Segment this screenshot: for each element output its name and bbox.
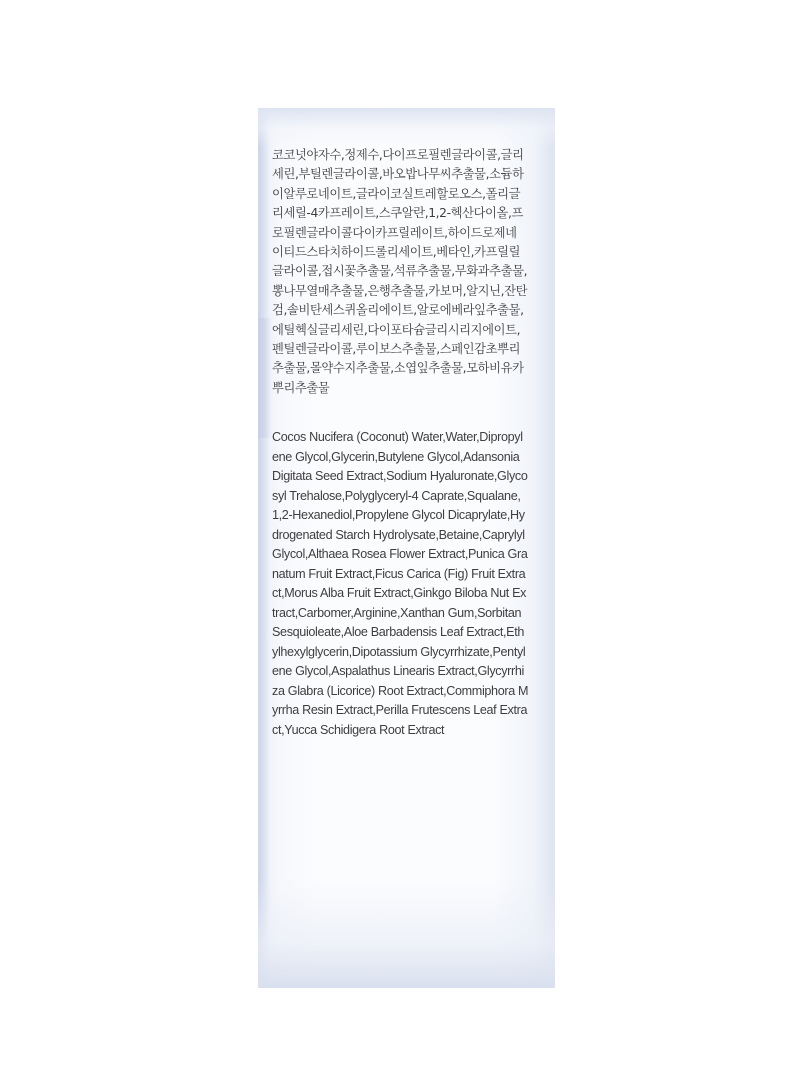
carton-bottom-shade	[258, 878, 555, 988]
ingredients-korean-text: 코코넛야자수,정제수,다이프로필렌글라이콜,글리세린,부틸렌글라이콜,바오밥나무씨추출물,소듐하이알루로네이트,글라이코실트레할로오스,폴리글리세릴-4카프레이트,스쿠알란,1,2-헥산다이올,프로필렌글라이콜다이카프릴레이트,하이드로제네이티드스타치하이드롤리세이트,베타인,카프릴릴글라이콜,접시꽃추출물,석류추출물,무화과추출물,뽕나무열매추출물,은행추출물,카보머,알지닌,잔탄검,솔비탄세스퀴올리에이트,알로에베라잎추출물,에틸헥실글리세린,다이포타슘글리시리지에이트,펜틸렌글라이콜,루이보스추출물,스페인감초뿌리추출물,몰약수지추출물,소엽잎추출물,모하비유카뿌리추출물	[272, 148, 528, 395]
carton-side-shadow	[258, 318, 272, 438]
ingredients-english-text: Cocos Nucifera (Coconut) Water,Water,Dipropylene Glycol,Glycerin,Butylene Glycol,Adansonia Digitata Seed Extract,Sodium Hyaluronate,Glycosyl Trehalose,Polyglyceryl-4 Caprate,Squalane,1,2-Hexanediol,Propylene Glycol Dicaprylate,Hydrogenated Starch Hydrolysate,Betaine,Caprylyl Glycol,Althaea Rosea Flower Extract,Punica Granatum Fruit Extract,Ficus Carica (Fig) Fruit Extract,Morus Alba Fruit Extract,Ginkgo Biloba Nut Extract,Carbomer,Arginine,Xanthan Gum,Sorbitan Sesquioleate,Aloe Barbadensis Leaf Extract,Ethylhexylglycerin,Dipotassium Glycyrrhizate,Pentylene Glycol,Aspalathus Linearis Extract,Glycyrrhiza Glabra (Licorice) Root Extract,Commiphora Myrrha Resin Extract,Perilla Frutescens Leaf Extract,Yucca Schidigera Root Extract	[272, 430, 529, 737]
carton-left-edge	[258, 108, 270, 988]
carton-top-shade	[258, 108, 555, 148]
